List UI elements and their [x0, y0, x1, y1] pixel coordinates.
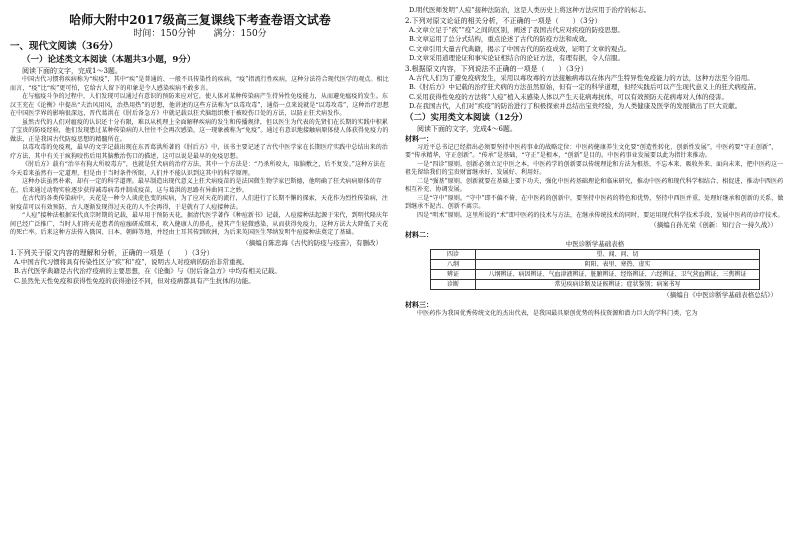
- question-1-option-c: C.虽然先天性免疫和获得性免疫的获得途径不同，但对疫病都具有产生抗体的功能。: [14, 276, 255, 285]
- question-3-stem: 3.根据原文内容，下列说法不正确的一项是（ ）（3分）: [405, 64, 588, 73]
- question-2-option-c: C.文章引用大量古代典籍，揭示了中国古代的防疫成效，证明了文章的观点。: [409, 44, 631, 53]
- table-cell-key: 诊断: [431, 280, 476, 290]
- table-cell-key: 四诊: [431, 250, 476, 260]
- exam-meta: 时间：150分钟 满分：150分: [133, 29, 267, 39]
- material-2-label: 材料二：: [405, 230, 433, 239]
- table-row: [431, 270, 760, 280]
- exam-title: 哈师大附中2017级高三复课线下考查卷语文试卷: [69, 13, 331, 27]
- material-3-paragraph: 中医药作为我国优秀传统文化的杰出代表，是我国最具原创优势的科技资源和潜力巨大的学科门类，它为: [417, 310, 698, 317]
- table-cell-value: 常见疾病诊断及证候辨证；症状鉴别；病案书写: [476, 280, 760, 290]
- subsection-2-title: （二）实用类文本阅读（12分）: [405, 112, 528, 123]
- material-1-paragraph: 一是“四诊”原则。创新必须立足中医之本，中医药学的创新要以传统理论和方法为根基，不忘本来、吸收外来、面向未来，把中医药这一祖先留给我们的宝贵财富继承好、发展好、利用好。: [405, 160, 784, 176]
- question-2-stem: 2.下列对原文论证的相关分析，不正确的一项是（ ）（3分）: [405, 16, 602, 25]
- subsection-2-instruction: 阅读下面的文字，完成4～6题。: [417, 124, 517, 133]
- table-row: [431, 260, 760, 270]
- question-2-option-b: B.文章运用了总分式结构，重点论述了古代的防疫方法和成效。: [409, 35, 592, 43]
- question-3-option-d: D.在我国古代，人们对“疾疫”的防治进行了积极探索并总结出宝贵经验，为人类健康及医学的发展做出了巨大贡献。: [409, 102, 742, 110]
- right-column: [405, 0, 785, 560]
- table-cell-value: 阴阳、表里、寒热、虚实: [476, 260, 760, 270]
- passage-paragraph: 虽然古代的人们对瘟疫的认识还十分有限，难以从机理上全面解释疾病的发生和传播规律，但以医生为代表的先贤们在长期的实践中积累了宝贵的防疫经验，他们发现患过某种传染病的人往往不会再次感染，这一现象被称为“免疫”。通过有意识地接触病原体使人体获得免疫力的做法，正是我国古代防疫思想的精髓所在。: [10, 118, 389, 143]
- question-1-option-a: A.中国古代习惯将具有传染性区分“疾”和“疫”，说明古人对疫病的防治非常重视。: [14, 257, 249, 266]
- question-1-stem: 1.下列关于原文内容的理解和分析，正确的一项是（ ）（3分）: [10, 248, 214, 257]
- material-1-paragraph: 四是“明术”原则。这里所说的“术”即中医药的技术与方法，在继承传统技术的同时，要运用现代科学技术手段，发展中医药的诊疗技术。: [417, 211, 784, 219]
- question-1-option-b: B.古代医学典籍是古代治疗疫病的主要思想，在《论衡》与《肘后备急方》中均有相关记载。: [14, 267, 281, 275]
- passage-paragraph: 中国古代习惯将疾病称为“疾疫”，其中“疾”是普通的、一般不具传染性的疾病，“疫”指流行性疾病，这种分法符合现代医学的观点。相比而言，“疫”比“疾”更可怕，它给古人留下的印象是令人感染疾病不敢多言。: [10, 76, 389, 92]
- diagnosis-table: [430, 249, 760, 290]
- table-cell-value: 八纲辨证、病因辨证、气血津液辨证、脏腑辨证、经络辨证、六经辨证、卫气营血辨证、三焦辨证: [476, 270, 760, 280]
- table-cell-key: 辨证: [431, 270, 476, 280]
- table-cell-key: 八纲: [431, 260, 476, 270]
- question-2-option-d: D.文章采用道理论证和事实论证相结合的论证方法，有理有据，令人信服。: [409, 54, 625, 62]
- passage-paragraph: 在古代的各类传染病中，天花是一种令人谈虎色变的疾病，为了应对天花的流行，人们进行了长期不懈的探索，天花作为烈性传染病，注射疫苗可以有效预防，古人逐渐发现得过天花的人不会再得，于是就有了人痘接种法。: [10, 195, 389, 211]
- material-1-source: （摘编自孙光荣《创新：知行合一持久战》）: [650, 221, 777, 229]
- question-3-option-c: C.采用获得性免疫的方法将“人痘”植入未感染人体以产生天花病毒抗体，可以有效预防天花病毒对人体的侵害。: [409, 92, 728, 101]
- left-column: [10, 0, 390, 560]
- question-1-option-d: D.明代医师发明“人痘”接种法防治，这是人类历史上将这种方法应用于治疗的标志。: [409, 6, 651, 14]
- question-3-option-b: B.《肘后方》中记载的治疗狂犬病的方法虽然原始，但有一定的科学道理，但经实践后可以产生现代意义上的狂犬病疫苗。: [409, 83, 761, 91]
- table-row: [431, 280, 760, 290]
- material-2-source: （摘编自《中医诊断学基础表格总结》）: [663, 291, 777, 299]
- material-3-label: 材料三：: [405, 300, 433, 309]
- passage-paragraph: “人痘”接种法根据宋代真宗时期的记载，最早用于预防天花，据清代医学著作《种痘新书》记载，人痘接种法起源于宋代，到明代隆庆年间已经广泛推广，当时人们将天花患者的痘痂研成细末，吹入健康人的鼻孔，使其产生轻微感染，从而获得免疫力，这种方法大大降低了天花的死亡率。后来这种方法传入俄国、日本、朝鲜等地，并经由土耳其传到欧洲，为后来英国医生琴纳发明牛痘接种法奠定了基础。: [10, 212, 389, 236]
- table-cell-value: 望、闻、问、切: [476, 250, 760, 260]
- section-title: 一、现代文阅读（36分）: [10, 41, 119, 52]
- passage-paragraph: 这种办法虽然朴素，却有一定的科学道理。最早制造出现代意义上狂犬病疫苗的是法国微生物学家巴斯德，他明确了狂犬病病原体的存在，后来通过动物实验逐步获得减毒病毒并制成疫苗，这与葛洪的思路有异曲同工之妙。: [10, 178, 382, 194]
- passage-paragraph: 以毒攻毒的免疫观，最早的文字记载出现在东晋葛洪所著的《肘后方》中，该书主要记述了古代中医学家在长期医疗实践中总结出来的治疗方法，其中有关于疯狗咬伤后用其脑敷治伤口的描述，这可以说是最早的免疫思想。: [10, 144, 389, 160]
- subsection-instruction: 阅读下面的文字，完成1～3题。: [22, 67, 122, 75]
- subsection-title: （一）论述类文本阅读（本题共3小题，9分）: [22, 55, 196, 65]
- material-1-paragraph: 三是“守中”原则。“守中”即不偏不倚，在中医药的创新中，要坚持中医药的特色和优势，坚持中西医并重，处理好继承和创新的关系，做到继承不泥古、创新不离宗。: [405, 194, 784, 210]
- passage-paragraph: 在与瘟疫斗争的过程中，人们发现可以通过有意识的预防来应对它，使人体对某种传染病产生持异性免疫能力，从而避免瘟疫的发生。东汉王充在《论衡》中提出“夫治风用风，治热用热”的思想，他讲述的这些方法称为“以毒攻毒”，通俗一点来说就是“以毒攻毒”，这种治疗思想在中国医学界的影响很深远，晋代葛洪在《肘后备急方》中就记载以狂犬脑组织敷于被咬伤口处的方法，以防止狂犬病发作。: [10, 93, 389, 117]
- passage-paragraph: 《肘后方》载有“治卒有狗大所咬毒方”，也就是狂犬病的治疗方法，其中一个方法是：“乃杀所咬大，取脑敷之，后不复发。”这种方法在今天看来虽然有一定道理，但是由于当时条件所限，人们并不能认识到这其中的科学原理。: [10, 161, 386, 177]
- question-2-option-a: A.文章立足于“疾”“疫”之间的区别，阐述了我国古代应对疾疫的防疫思想。: [409, 25, 625, 34]
- material-1-label: 材料一：: [405, 133, 433, 143]
- passage-source: （摘编自陈忠海《古代的防疫与疫苗》，有删改）: [242, 238, 382, 247]
- material-1-paragraph: 二是“强基”原则。创新就要在基础上要下功夫，强化中医药基础理论和临床研究，推动中医药和现代科学相结合、相促进，推动中西医药相互补充、协调发展。: [405, 177, 784, 193]
- table-title: 中医诊断学基础表格: [565, 240, 625, 248]
- table-row: [431, 250, 760, 260]
- material-1-paragraph: 习近平总书记已经指出必须要坚持中医药事业的战略定位：中医药健康养生文化要“创造性转化、创新性发展”，中医药要“守正创新”，要“传承精华，守正创新”。“传承”是基础，“守正”是根本，“创新”是目的。中医药事业发展要以此为指针来推动。: [405, 143, 778, 159]
- question-3-option-a: A.古代人们为了避免疫病发生，采用以毒攻毒的方法接触病毒以在体内产生特异性免疫能力的方法，这种方法至今沿用。: [409, 73, 754, 82]
